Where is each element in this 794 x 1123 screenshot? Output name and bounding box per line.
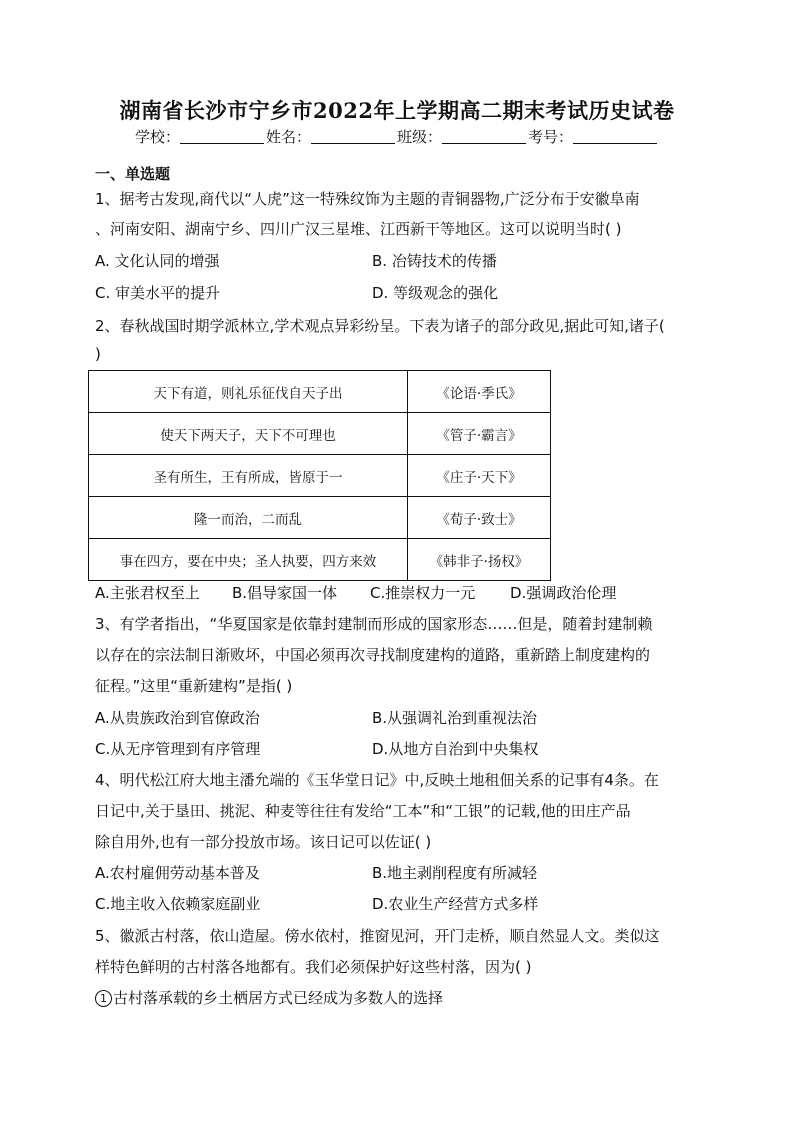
quote-text: 使天下两天子，天下不可理也 [89, 413, 408, 455]
circled-number-marker: 1 [95, 990, 112, 1007]
school-label: 学校： [134, 128, 180, 146]
quote-source: 《论语·季氏》 [408, 371, 551, 413]
number-label: 考号： [528, 128, 574, 146]
school-blank[interactable] [180, 129, 264, 144]
class-blank[interactable] [442, 129, 526, 144]
name-label: 姓名： [265, 128, 311, 146]
question-5-statement-1[interactable] [95, 988, 443, 1008]
question-4-option-b[interactable]: B.地主剥削程度有所减轻 [372, 864, 538, 882]
question-1-line-2: 、河南安阳、湖南宁乡、四川广汉三星堆、江西新干等地区。这可以说明当时( ) [95, 220, 622, 238]
table-row [89, 497, 551, 539]
question-2-line-1: 2、春秋战国时期学派林立,学术观点异彩纷呈。下表为诸子的部分政见,据此可知,诸子( [95, 317, 665, 335]
question-4-option-a[interactable]: A.农村雇佣劳动基本普及 [95, 864, 260, 882]
statement-text: 古村落承载的乡土栖居方式已经成为多数人的选择 [113, 989, 444, 1007]
number-blank[interactable] [573, 129, 657, 144]
question-3-option-d[interactable]: D.从地方自治到中央集权 [372, 740, 539, 758]
table-row [89, 539, 551, 581]
question-1-option-b[interactable]: B. 冶铸技术的传播 [372, 252, 497, 270]
question-2-option-c[interactable]: C.推崇权力一元 [370, 584, 476, 602]
question-2-option-a[interactable]: A.主张君权至上 [95, 584, 200, 602]
quote-text: 圣有所生，王有所成，皆原于一 [89, 455, 408, 497]
question-1-option-d[interactable]: D. 等级观念的强化 [372, 284, 499, 302]
question-3-line-1: 3、有学者指出，“华夏国家是依靠封建制而形成的国家形态……但是，随着封建制赖 [95, 615, 653, 633]
question-4-option-d[interactable]: D.农业生产经营方式多样 [372, 895, 539, 913]
quotes-table [88, 370, 551, 581]
question-4-line-3: 除自用外,也有一部分投放市场。该日记可以佐证( ) [95, 833, 432, 851]
question-2-option-d[interactable]: D.强调政治伦理 [510, 584, 617, 602]
quote-text: 事在四方，要在中央；圣人执要，四方来效 [89, 539, 408, 581]
question-4-line-2: 日记中,关于垦田、挑泥、种麦等往往有发给“工本”和“工银”的记载,他的田庄产品 [95, 802, 631, 820]
class-label: 班级： [397, 128, 443, 146]
question-1-option-c[interactable]: C. 审美水平的提升 [95, 284, 221, 302]
table-row [89, 455, 551, 497]
student-info-line [0, 126, 794, 147]
question-3-option-a[interactable]: A.从贵族政治到官僚政治 [95, 709, 260, 727]
quote-source: 《韩非子·扬权》 [408, 539, 551, 581]
question-1-line-1: 1、据考古发现,商代以“人虎”这一特殊纹饰为主题的青铜器物,广泛分布于安徽阜南 [95, 190, 640, 208]
name-blank[interactable] [311, 129, 395, 144]
question-2-option-b[interactable]: B.倡导家国一体 [232, 584, 338, 602]
table-row [89, 413, 551, 455]
section-title: 一、单选题 [95, 165, 171, 183]
question-3-line-3: 征程。”这里“重新建构”是指( ) [95, 677, 293, 695]
quote-source: 《庄子·天下》 [408, 455, 551, 497]
question-3-line-2: 以存在的宗法制日渐败坏，中国必须再次寻找制度建构的道路，重新踏上制度建构的 [95, 646, 651, 664]
quote-source: 《荀子·致士》 [408, 497, 551, 539]
question-5-line-1: 5、徽派古村落，依山造屋。傍水依村，推窗见河，开门走桥，顺自然显人文。类似这 [95, 927, 660, 945]
question-3-option-b[interactable]: B.从强调礼治到重视法治 [372, 709, 538, 727]
quote-source: 《管子·霸言》 [408, 413, 551, 455]
page-title: 湖南省长沙市宁乡市2022年上学期高二期末考试历史试卷 [119, 98, 675, 123]
quote-text: 天下有道，则礼乐征伐自天子出 [89, 371, 408, 413]
table-row [89, 371, 551, 413]
question-1-option-a[interactable]: A. 文化认同的增强 [95, 252, 220, 270]
question-4-line-1: 4、明代松江府大地主潘允端的《玉华堂日记》中,反映土地租佃关系的记事有4条。在 [95, 771, 659, 789]
question-2-line-2: ) [95, 345, 101, 363]
quote-text: 隆一而治，二而乱 [89, 497, 408, 539]
question-5-line-2: 样特色鲜明的古村落各地都有。我们必须保护好这些村落，因为( ) [95, 958, 532, 976]
question-3-option-c[interactable]: C.从无序管理到有序管理 [95, 740, 261, 758]
question-4-option-c[interactable]: C.地主收入依赖家庭副业 [95, 895, 261, 913]
